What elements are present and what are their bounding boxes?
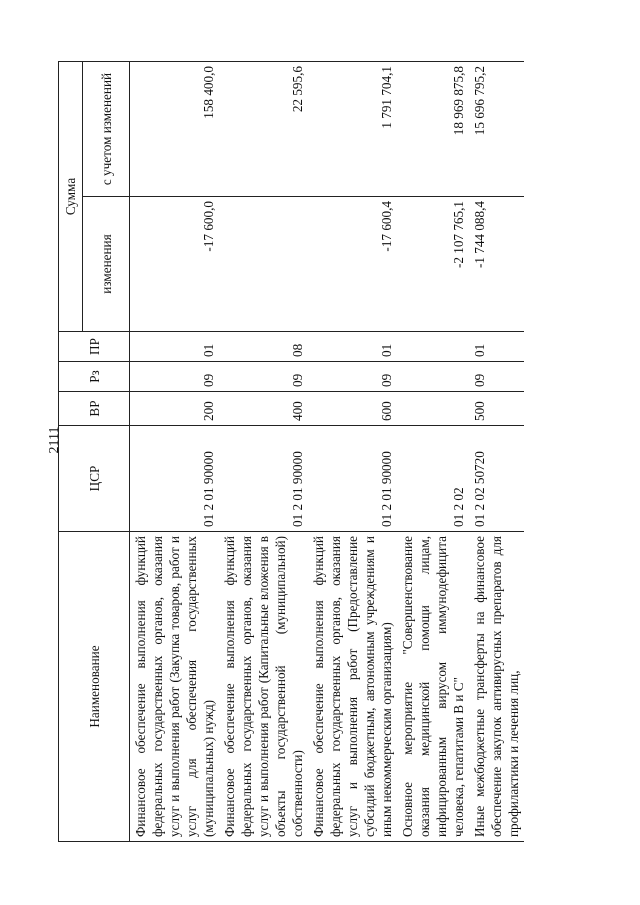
header-name: Наименование <box>59 532 130 842</box>
table-row <box>469 62 524 842</box>
row-name: Финансовое обеспечение выполнения функций федеральных государственных органов, оказания услуг и выполнения работ (Закупка товаров, работ и услуг для обеспечения государственных (муниципальных) нужд) <box>130 532 220 842</box>
row-pr <box>397 332 469 362</box>
page-number: 2111 <box>47 426 62 454</box>
row-name: Финансовое обеспечение выполнения функций федеральных государственных органов, оказания услуг и выполнения работ (Предоставление субсидий бюджетным, автономным учреждениям и иным некоммерческим организациям) <box>308 532 397 842</box>
budget-table <box>58 61 524 842</box>
row-vr <box>397 392 469 426</box>
table-row <box>219 62 308 842</box>
row-with-changes: 18 969 875,8 <box>397 62 469 197</box>
row-rz: 09 <box>469 362 524 392</box>
row-changes: -1 744 088,4 <box>469 197 524 332</box>
row-csr: 01 2 01 90000 <box>130 426 220 532</box>
table-row <box>130 62 220 842</box>
row-with-changes: 15 696 795,2 <box>469 62 524 197</box>
header-with-changes: с учетом изменений <box>83 62 130 197</box>
row-with-changes: 158 400,0 <box>130 62 220 197</box>
row-csr: 01 2 02 <box>397 426 469 532</box>
row-vr: 400 <box>219 392 308 426</box>
row-pr: 08 <box>219 332 308 362</box>
row-with-changes: 1 791 704,1 <box>308 62 397 197</box>
row-changes: -17 600,0 <box>130 197 220 332</box>
header-csr: ЦСР <box>59 426 130 532</box>
row-changes: -17 600,4 <box>308 197 397 332</box>
row-changes: -2 107 765,1 <box>397 197 469 332</box>
header-changes: изменения <box>83 197 130 332</box>
row-name: Финансовое обеспечение выполнения функций федеральных государственных органов, оказания услуг и выполнения работ (Капитальные вложения в объекты государственной (муниципальной) собственности) <box>219 532 308 842</box>
header-sum: Сумма <box>59 62 83 332</box>
row-csr: 01 2 01 90000 <box>219 426 308 532</box>
row-rz: 09 <box>219 362 308 392</box>
table-row <box>308 62 397 842</box>
header-vr: ВР <box>59 392 130 426</box>
row-changes <box>219 197 308 332</box>
header-pr: ПР <box>59 332 130 362</box>
row-rz <box>397 362 469 392</box>
rotated-budget-table-page <box>58 62 582 842</box>
table-row <box>397 62 469 842</box>
row-csr: 01 2 01 90000 <box>308 426 397 532</box>
header-rz: Рз <box>59 362 130 392</box>
row-vr: 200 <box>130 392 220 426</box>
row-name: Основное мероприятие "Совершенствование оказания медицинской помощи лицам, инфицированным вирусом иммунодефицита человека, гепатитами B и C" <box>397 532 469 842</box>
row-csr: 01 2 02 50720 <box>469 426 524 532</box>
row-with-changes: 22 595,6 <box>219 62 308 197</box>
row-pr: 01 <box>308 332 397 362</box>
row-rz: 09 <box>308 362 397 392</box>
row-vr: 600 <box>308 392 397 426</box>
row-pr: 01 <box>469 332 524 362</box>
row-rz: 09 <box>130 362 220 392</box>
row-name: Иные межбюджетные трансферты на финансовое обеспечение закупок антивирусных препаратов для профилактики и лечения лиц, <box>469 532 524 842</box>
row-pr: 01 <box>130 332 220 362</box>
row-vr: 500 <box>469 392 524 426</box>
